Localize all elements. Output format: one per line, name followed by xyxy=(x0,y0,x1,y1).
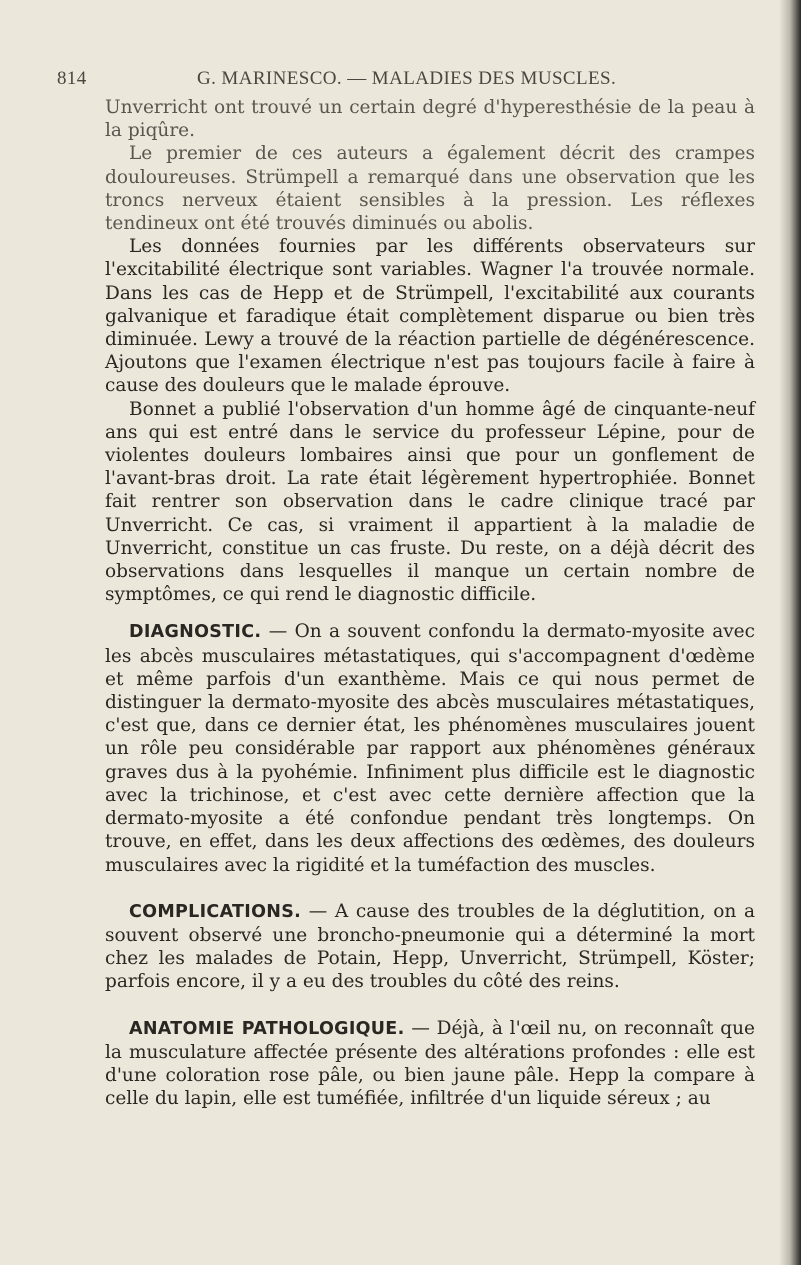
spacer xyxy=(105,877,755,900)
paragraph-crampes: Le premier de ces auteurs a également décrit des crampes douloureuses. Strümpell a remarqué dans une observation que les troncs nerveux étaient sensibles à la pression. Les réflexes tendineux ont été trouvés diminués ou abolis. xyxy=(105,143,755,235)
section-anatomie xyxy=(105,1017,755,1111)
diagnostic-text: — On a souvent confondu la dermato-myosite avec les abcès musculaires métastatiques, qui s'accompagnent d'œdème et même parfois d'un exanthème. Mais ce qui nous permet de distinguer la dermato-myosite des abcès musculaires métastatiques, c'est que, dans ce dernier état, les phénomènes musculaires jouent un rôle peu considérable par rapport aux phénomènes généraux graves dus à la pyohémie. Infiniment plus difficile est le diagnostic avec la trichinose, et c'est avec cette dernière affection que la dermato-myosite a été confondue pendant très longtemps. On trouve, en effet, dans les deux affections des œdèmes, des douleurs musculaires avec la rigidité et la tuméfaction des muscles. xyxy=(105,621,755,876)
paragraph-bonnet: Bonnet a publié l'observation d'un homme âgé de cinquante-neuf ans qui est entré dans le service du professeur Lépine, pour de violentes douleurs lombaires ainsi que pour un gonflement de l'avant-bras droit. La rate était légèrement hypertrophiée. Bonnet fait rentrer son observation dans le cadre clinique tracé par Unverricht. Ce cas, si vraiment il appartient à la maladie de Unverricht, constitue un cas fruste. Du reste, on a déjà décrit des observations dans lesquelles il manque un certain nombre de symptômes, ce qui rend le diagnostic difficile. xyxy=(105,398,755,606)
paragraph-continuation: Unverricht ont trouvé un certain degré d'hyperesthésie de la peau à la piqûre. xyxy=(105,97,755,142)
body-text xyxy=(105,96,755,1110)
spacer xyxy=(105,994,755,1017)
spacer xyxy=(105,606,755,620)
anatomie-text: — Déjà, à l'œil nu, on reconnaît que la musculature affectée présente des altérations profondes : elle est d'une coloration rose pâle, ou bien jaune pâle. Hepp la compare à celle du lapin, elle est tuméfiée, infiltrée d'un liquide séreux ; au xyxy=(105,1017,755,1110)
page-number: 814 xyxy=(57,68,87,89)
heading-anatomie: ANATOMIE PATHOLOGIQUE. xyxy=(129,1018,405,1039)
paragraph-excitabilite: Les données fournies par les différents observateurs sur l'excitabilité électrique sont variables. Wagner l'a trouvée normale. Dans les cas de Hepp et de Strümpell, l'excitabilité aux courants galvanique et faradique était complètement disparue ou bien très diminuée. Lewy a trouvé de la réaction partielle de dégénérescence. Ajoutons que l'examen électrique n'est pas toujours facile à faire à cause des douleurs que le malade éprouve. xyxy=(105,236,755,397)
heading-diagnostic: DIAGNOSTIC. xyxy=(129,622,262,643)
section-complications xyxy=(105,900,755,994)
heading-complications: COMPLICATIONS. xyxy=(129,901,302,922)
page-edge-shadow xyxy=(779,0,801,1265)
complications-text: — A cause des troubles de la déglutition, on a souvent observé une broncho-pneumonie qui a déterminé la mort chez les malades de Potain, Hepp, Unverricht, Strümpell, Köster; parfois encore, il y a eu des troubles du côté des reins. xyxy=(105,900,755,993)
running-title: G. MARINESCO. — MALADIES DES MUSCLES. xyxy=(197,68,617,89)
section-diagnostic xyxy=(105,620,755,876)
page-header xyxy=(57,68,747,92)
